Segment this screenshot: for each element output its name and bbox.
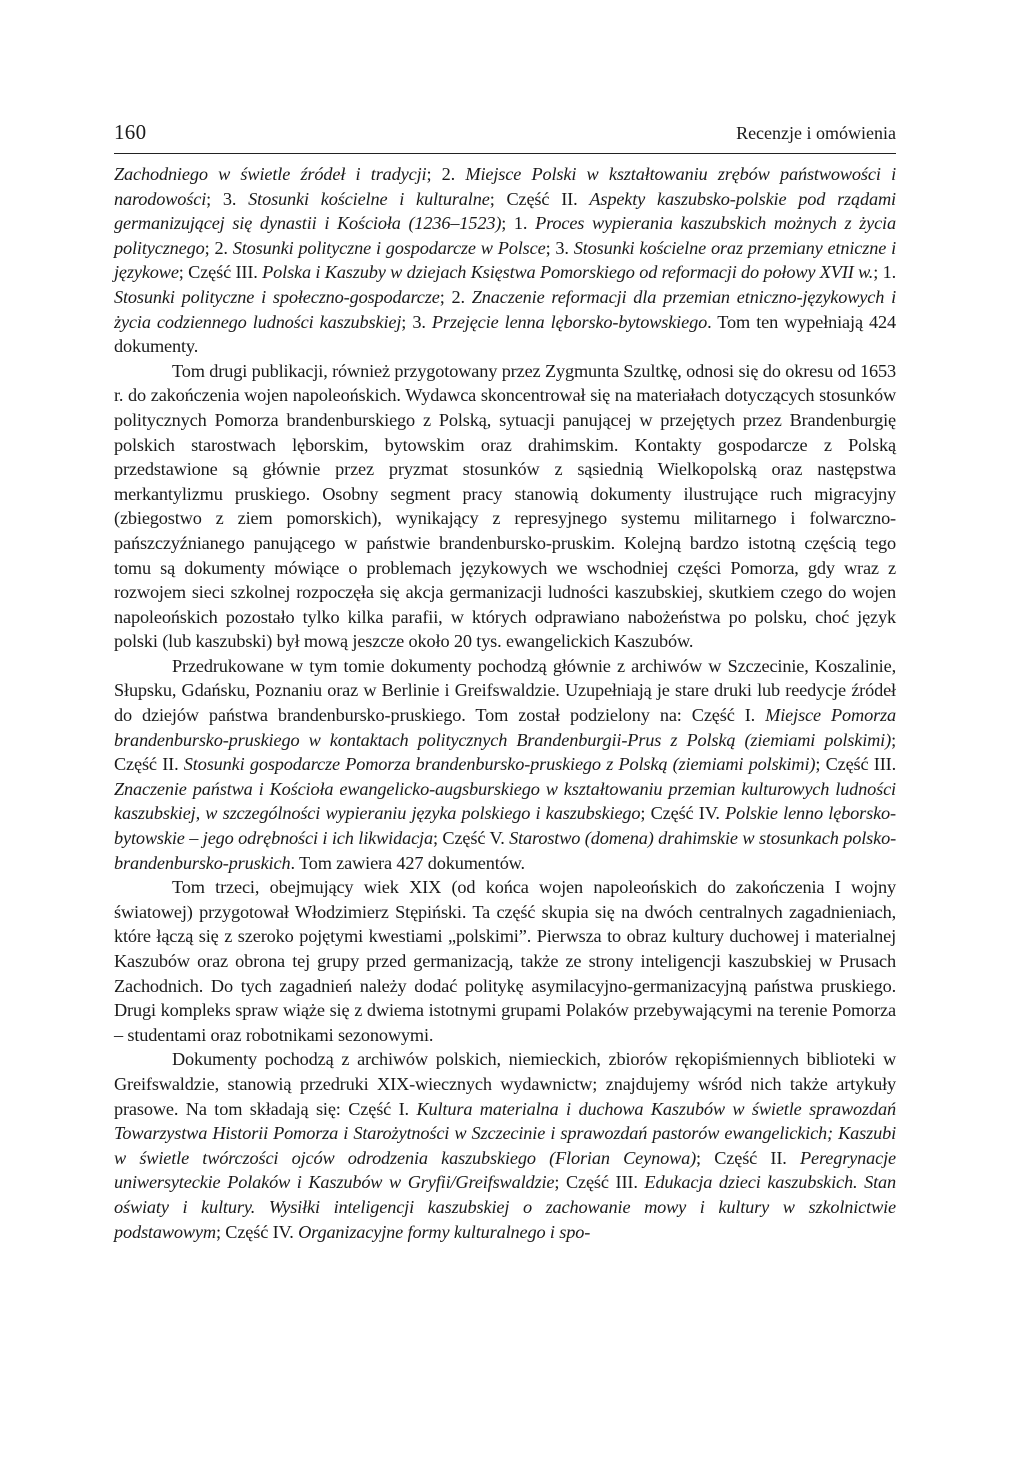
paragraph-text: Tom trzeci, obejmujący wiek XIX (od końca wojen napoleońskich do zakończenia I wojny światowej) przygotował Włodzimierz Stępiński. Ta część skupia się na dwóch centralnych zagadnieniach, które łączą się z szeroko pojętymi kwestiami „polskimi”. Pierwsza to obraz kultury duchowej i materialnej Kaszubów oraz obrona tej grupy przed germanizacją, także ze strony inteligencji kaszubskiej w Prusach Zachodnich. Do tych zagadnień należy dodać politykę asymilacyjno-germanizacyjną państwa pruskiego. Drugi kompleks spraw wiąże się z dwiema istotnymi grupami Polaków przebywającymi na terenie Pomorza – studentami oraz robotnikami sezonowymi.	[114, 877, 896, 1045]
italic-title-text: Znaczenie reformacji dla przemian etniczno-językowych i życia codziennego ludności kaszubskiej	[114, 286, 896, 332]
paragraph-text: ; Część II.	[489, 188, 590, 209]
italic-title-text: Starostwo (domena) drahimskie w stosunkach polsko-brandenbursko-pruskich	[114, 828, 897, 873]
paragraph-text: Tom drugi publikacji, również przygotowany przez Zygmunta Szultkę, odnosi się do okresu od 1653 r. do zakończenia wojen napoleońskich. Wydawca skoncentrował się na materiałach dotyczących stosunków politycznych Pomorza brandenburskiego z Polską, sytuacji panującej w przejętych przez Brandenburgię polskich starostwach lęborskim, bytowskim oraz drahimskim. Kontakty gospodarcze z Polską przedstawione są głównie przez pryzmat stosunków z sąsiednią Wielkopolską oraz następstwa merkantylizmu pruskiego. Osobny segment pracy stanowią dokumenty ilustrujące ruch migracyjny (zbiegostwo z ziem pomorskich), wynikający z represyjnego systemu militarnego i folwarczno-pańszczyźnianego panującego w państwie brandenbursko-pruskim. Kolejną bardzo istotną częścią tego tomu są dokumenty mówiące o problemach językowych we wschodniej części Pomorza, gdy wraz z rozwojem sieci szkolnej rozpoczęła się akcja germanizacji ludności kaszubskiej, skutkiem czego do wojen napoleońskich pozostało tylko kilka parafii, w których odprawiano nabożeństwa po polsku, choć język polski (lub kaszubski) był mową jeszcze około 20 tys. ewangelickich Kaszubów.	[114, 360, 896, 652]
paragraph-text: ; 1.	[873, 262, 896, 283]
paragraph-text: ; 2.	[204, 237, 233, 258]
italic-title-text: Stosunki kościelne oraz przemiany etniczne i językowe	[114, 237, 897, 283]
section-title: Recenzje i omówienia	[736, 123, 896, 143]
body-text	[114, 162, 896, 1244]
italic-title-text: Organizacyjne formy kulturalnego i spo-	[298, 1221, 591, 1242]
paragraph-text: ; 2.	[439, 286, 472, 307]
page-number: 160	[114, 120, 147, 144]
paragraph-text: ; 1.	[501, 213, 536, 234]
italic-title-text: Stosunki gospodarcze Pomorza brandenbursko-pruskiego z Polską (ziemiami polskimi)	[183, 754, 816, 775]
italic-title-text: Stosunki kościelne i kulturalne	[248, 188, 490, 209]
italic-title-text: Polskie lenno lęborsko-bytowskie – jego odrębności i ich likwidacja	[114, 803, 896, 849]
paragraph-text: Dokumenty pochodzą z archiwów polskich, niemieckich, zbiorów rękopiśmiennych biblioteki w Greifswaldzie, stanowią przedruki XIX-wiecznych wydawnictw; znajdujemy wśród nich także artykuły prasowe. Na tom składają się: Część I.	[114, 1049, 896, 1119]
italic-title-text: Aspekty kaszubsko-polskie pod rządami germanizującej się dynastii i Kościoła (1236–1523)	[114, 188, 896, 234]
paragraph-text: Przedrukowane w tym tomie dokumenty pochodzą głównie z archiwów w Szczecinie, Koszalinie, Słupsku, Gdańsku, Poznaniu oraz w Berlinie i Greifswaldzie. Uzupełniają je stare druki lub reedycje źródeł do dziejów państwa brandenbursko-pruskiego. Tom został podzielony na: Część I.	[114, 655, 896, 726]
paragraph	[114, 654, 896, 875]
paragraph-text: ; 3.	[401, 311, 432, 332]
paragraph-text: ; 2.	[426, 164, 466, 184]
paragraph-text: ; Część III.	[178, 262, 263, 283]
italic-title-text: Znaczenie państwa i Kościoła ewangelicko-augsburskiego w kształtowaniu przemian kulturowych ludności kaszubskiej, w szczególności wypieraniu języka polskiego i kaszubskiego	[114, 778, 896, 824]
paragraph	[114, 875, 896, 1047]
paragraph	[114, 1047, 896, 1244]
italic-title-text: Miejsce Polski w kształtowaniu zrębów państwowości i narodowości	[114, 164, 896, 209]
running-header	[114, 118, 896, 154]
italic-title-text: Miejsce Pomorza brandenbursko-pruskiego w kontaktach politycznych Brandenburgii-Prus z Polską (ziemiami polskimi)	[114, 705, 896, 750]
paragraph-text: ; Część V.	[432, 828, 510, 849]
paragraph-text: ; Część III.	[815, 754, 897, 775]
paragraph-text: ; Część II.	[696, 1147, 800, 1168]
italic-title-text: Stosunki polityczne i gospodarcze w Polsce	[232, 237, 546, 258]
paragraph-text: ; Część III.	[554, 1172, 645, 1193]
italic-title-text: Stosunki polityczne i społeczno-gospodarcze	[114, 286, 440, 307]
italic-title-text: Proces wypierania kaszubskich możnych z życia politycznego	[114, 213, 896, 258]
paragraph	[114, 359, 896, 654]
paragraph-text: ; 3.	[206, 188, 249, 209]
paragraph-text: ; Część IV.	[640, 803, 726, 824]
italic-title-text: Edukacja dzieci kaszubskich. Stan oświaty i kultury. Wysiłki inteligencji kaszubskiej o zachowanie mowy i kultury w szkolnictwie podstawowym	[114, 1172, 896, 1242]
paragraph-text: ; 3.	[545, 237, 574, 258]
italic-title-text: Zachodniego w świetle źródeł i tradycji	[114, 164, 427, 184]
document-page	[114, 118, 896, 1244]
italic-title-text: Peregrynacje uniwersyteckie Polaków i Kaszubów w Gryfii/Greifswaldzie	[114, 1147, 896, 1193]
italic-title-text: Przejęcie lenna lęborsko-bytowskiego	[431, 311, 708, 332]
paragraph	[114, 162, 896, 359]
paragraph-text: ; Część II.	[114, 729, 896, 775]
paragraph-text: . Tom ten wypełniają 424 dokumenty.	[114, 311, 896, 357]
paragraph-text: ; Część IV.	[215, 1221, 299, 1242]
italic-title-text: Kultura materialna i duchowa Kaszubów w świetle sprawozdań Towarzystwa Historii Pomorza i Starożytności w Szczecinie i sprawozdań pastorów ewangelickich; Kaszubi w świetle twórczości ojców odrodzenia kaszubskiego (Florian Ceynowa)	[114, 1098, 896, 1168]
paragraph-text: . Tom zawiera 427 dokumentów.	[290, 852, 525, 873]
italic-title-text: Polska i Kaszuby w dziejach Księstwa Pomorskiego od reformacji do połowy XVII w.	[262, 262, 874, 283]
